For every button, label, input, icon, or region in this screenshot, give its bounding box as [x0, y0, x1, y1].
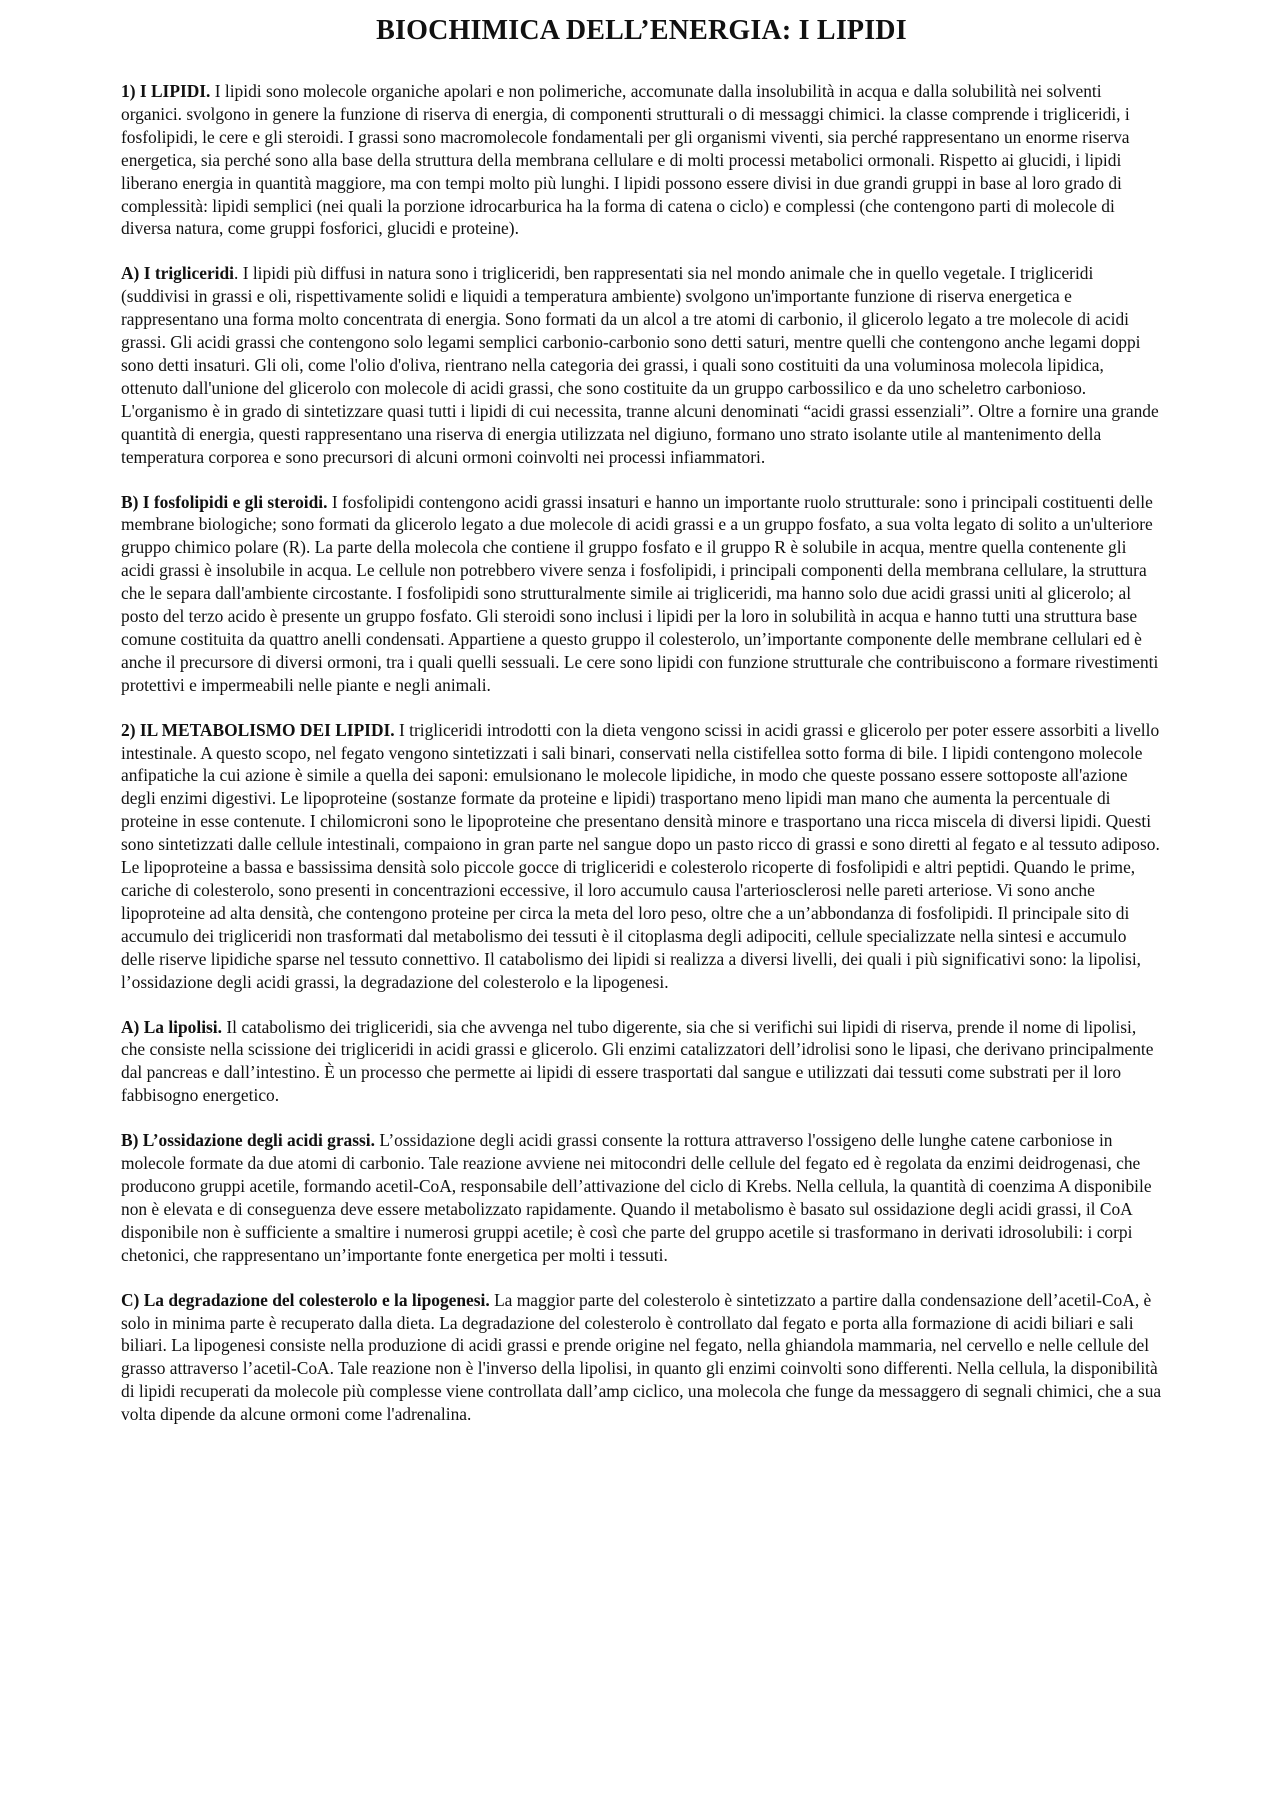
- section-body: . I lipidi più diffusi in natura sono i trigliceridi, ben rappresentati sia nel mondo animale che in quello vegetale. I trigliceridi (suddivisi in grassi e oli, rispettivamente solidi e liquidi a temperatura ambiente) svolgono un'importante funzione di riserva energetica e rappresentano una forma molto concentrata di energia. Sono formati da un alcol a tre atomi di carbonio, il glicerolo legato a tre molecole di acidi grassi. Gli acidi grassi che contengono solo legami semplici carbonio-carbonio sono detti saturi, mentre quelli che contengono anche legami doppi sono detti insaturi. Gli oli, come l'olio d'oliva, rientrano nella categoria dei grassi, i quali sono costituiti da una voluminosa molecola lipidica, ottenuto dall'unione del glicerolo con molecole di acidi grassi, che sono costituite da un gruppo carbossilico e da uno scheletro carbonioso. L'organismo è in grado di sintetizzare quasi tutti i lipidi di cui necessita, tranne alcuni denominati “acidi grassi essenziali”. Oltre a fornire una grande quantità di energia, questi rappresentano una riserva di energia utilizzata nel digiuno, formano uno strato isolante utile al mantenimento della temperatura corporea e sono precursori di alcuni ormoni coinvolti nei processi infiammatori.: [121, 263, 1159, 467]
- section-heading: B) I fosfolipidi e gli steroidi.: [121, 491, 328, 512]
- section-heading: 2) IL METABOLISMO DEI LIPIDI.: [121, 719, 395, 740]
- section-heading: A) La lipolisi.: [121, 1016, 222, 1037]
- section-metabolismo-lipidi: [121, 719, 1162, 994]
- section-heading: A) I trigliceridi: [121, 263, 235, 284]
- section-heading: B) L’ossidazione degli acidi grassi.: [121, 1130, 375, 1151]
- section-lipidi: [121, 80, 1162, 240]
- section-fosfolipidi-steroidi: [121, 491, 1162, 697]
- section-body: I lipidi sono molecole organiche apolari e non polimeriche, accomunate dalla insolubilità in acqua e dalla solubilità nei solventi organici. svolgono in genere la funzione di riserva di energia, di componenti strutturali o di messaggi chimici. la classe comprende i trigliceridi, i fosfolipidi, le cere e gli steroidi. I grassi sono macromolecole fondamentali per gli organismi viventi, sia perché rappresentano un enorme riserva energetica, sia perché sono alla base della struttura della membrana cellulare e di molti processi metabolici ormonali. Rispetto ai glucidi, i lipidi liberano energia in quantità maggiore, ma con tempi molto più lunghi. I lipidi possono essere divisi in due grandi gruppi in base al loro grado di complessità: lipidi semplici (nei quali la porzione idrocarburica ha la forma di catena o ciclo) e complessi (che contengono parti di molecole di diversa natura, come gruppi fosforici, glucidi e proteine).: [121, 81, 1130, 239]
- section-body: La maggior parte del colesterolo è sintetizzato a partire dalla condensazione dell’acetil-CoA, è solo in minima parte è recuperato dalla dieta. La degradazione del colesterolo è controllato dal fegato e porta alla formazione di acidi biliari e sali biliari. La lipogenesi consiste nella produzione di acidi grassi e prende origine nel fegato, nella ghiandola mammaria, nel cervello e nelle cellule del grasso attraverso l’acetil-CoA. Tale reazione non è l'inverso della lipolisi, in quanto gli enzimi coinvolti sono differenti. Nella cellula, la disponibilità di lipidi recuperati da molecole più complesse viene controllata dall’amp ciclico, una molecola che funge da messaggero di segnali chimici, che a sua volta dipende da alcune ormoni come l'adrenalina.: [121, 1289, 1162, 1425]
- page-title: BIOCHIMICA DELL’ENERGIA: I LIPIDI: [376, 15, 907, 46]
- section-degradazione-colesterolo-lipogenesi: [121, 1289, 1162, 1426]
- section-heading: 1) I LIPIDI.: [121, 81, 211, 101]
- section-lipolisi: [121, 1016, 1162, 1108]
- section-body: Il catabolismo dei trigliceridi, sia che avvenga nel tubo digerente, sia che si verifichi sui lipidi di riserva, prende il nome di lipolisi, che consiste nella scissione dei trigliceridi in acidi grassi e glicerolo. Gli enzimi catalizzatori dell’idrolisi sono le lipasi, che derivano principalmente dal pancreas e dall’intestino. È un processo che permette ai lipidi di essere trasportati dal sangue e utilizzati dai tessuti come substrati per il loro fabbisogno energetico.: [121, 1016, 1154, 1106]
- section-heading: C) La degradazione del colesterolo e la lipogenesi.: [121, 1289, 490, 1310]
- section-body: I trigliceridi introdotti con la dieta vengono scissi in acidi grassi e glicerolo per poter essere assorbiti a livello intestinale. A questo scopo, nel fegato vengono sintetizzati i sali binari, conservati nella cistifellea sotto forma di bile. I lipidi contengono molecole anfipatiche la cui azione è simile a quella dei saponi: emulsionano le molecole lipidiche, in modo che queste possano essere sottoposte all'azione degli enzimi digestivi. Le lipoproteine (sostanze formate da proteine e lipidi) trasportano meno lipidi man mano che aumenta la percentuale di proteine in esse contenute. I chilomicroni sono le lipoproteine che presentano densità minore e trasportano una ricca miscela di diversi lipidi. Questi sono sintetizzati dalle cellule intestinali, compaiono in gran parte nel sangue dopo un pasto ricco di grassi e sono diretti al fegato e al tessuto adiposo. Le lipoproteine a bassa e bassissima densità solo piccole gocce di trigliceridi e colesterolo ricoperte di fosfolipidi e altri peptidi. Quando le prime, cariche di colesterolo, sono presenti in concentrazioni eccessive, il loro accumulo causa l'arteriosclerosi nelle pareti arteriose. Vi sono anche lipoproteine ad alta densità, che contengono proteine per circa la meta del loro peso, oltre che a un’abbondanza di fosfolipidi. Il principale sito di accumulo dei trigliceridi non trasformati dal metabolismo dei tessuti è il citoplasma degli adipociti, cellule specializzate nella sintesi e accumulo delle riserve lipidiche sparse nel tessuto connettivo. Il catabolismo dei lipidi si realizza a diversi livelli, dei quali i più significativi sono: la lipolisi, l’ossidazione degli acidi grassi, la degradazione del colesterolo e la lipogenesi.: [121, 719, 1160, 992]
- section-body: I fosfolipidi contengono acidi grassi insaturi e hanno un importante ruolo strutturale: sono i principali costituenti delle membrane biologiche; sono formati da glicerolo legato a due molecole di acidi grassi e a un gruppo fosfato, a sua volta legato di solito a un'ulteriore gruppo chimico polare (R). La parte della molecola che contiene il gruppo fosfato e il gruppo R è solubile in acqua, mentre quella contenente gli acidi grassi è insolubile in acqua. Le cellule non potrebbero vivere senza i fosfolipidi, i principali componenti della membrana cellulare, la struttura che le separa dall'ambiente circostante. I fosfolipidi sono strutturalmente simile ai trigliceridi, ma hanno solo due acidi grassi uniti al glicerolo; al posto del terzo acido è presente un gruppo fosfato. Gli steroidi sono inclusi i lipidi per la loro in solubilità in acqua e hanno tutti una struttura base comune costituita da quattro anelli condensati. Appartiene a questo gruppo il colesterolo, un’importante componente delle membrane cellulari ed è anche il precursore di diversi ormoni, tra i quali quelli sessuali. Le cere sono lipidi con funzione strutturale che contribuiscono a formare rivestimenti protettivi e impermeabili nelle piante e negli animali.: [121, 491, 1159, 695]
- section-body: L’ossidazione degli acidi grassi consente la rottura attraverso l'ossigeno delle lunghe catene carboniose in molecole formate da due atomi di carbonio. Tale reazione avviene nei mitocondri delle cellule del fegato ed è regolata da enzimi deidrogenasi, che producono gruppi acetile, formando acetil-CoA, responsabile dell’attivazione del ciclo di Krebs. Nella cellula, la quantità di coenzima A disponibile non è elevata e di conseguenza deve essere metabolizzato rapidamente. Quando il metabolismo è basato sul ossidazione degli acidi grassi, il CoA disponibile non è sufficiente a smaltire i numerosi gruppi acetile; è così che parte del gruppo acetile si trasformano in derivati idrosolubili: i corpi chetonici, che rappresentano un’importante fonte energetica per molti i tessuti.: [121, 1130, 1152, 1265]
- section-trigliceridi: [121, 262, 1162, 468]
- section-ossidazione-acidi-grassi: [121, 1129, 1162, 1266]
